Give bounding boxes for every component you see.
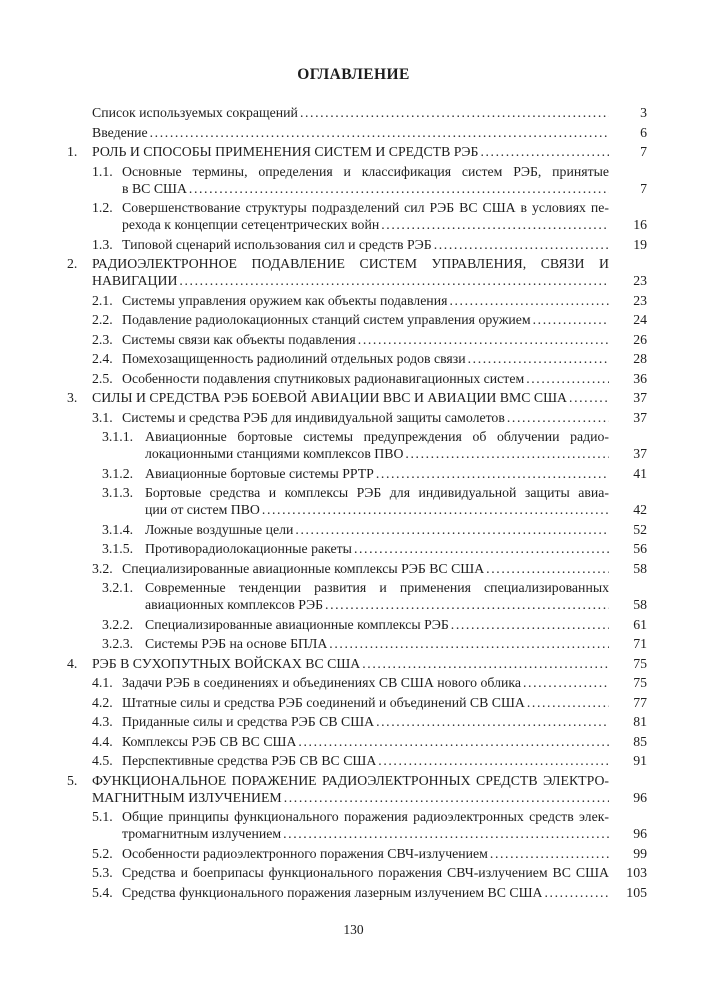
toc-entry-text: Авиационные бортовые системы предупреждения об облучении радио- <box>145 429 609 444</box>
toc-entry-page: 91 <box>633 753 647 768</box>
toc-entry-last-line <box>122 311 647 328</box>
toc-entry <box>92 409 647 426</box>
footer-page-number: 130 <box>343 922 364 937</box>
dot-leader <box>405 445 609 462</box>
dot-leader <box>150 124 609 141</box>
dot-leader <box>358 331 609 348</box>
toc-entry-last-line <box>122 216 647 233</box>
toc-entry <box>67 389 647 406</box>
toc-entry-number: 2.4. <box>92 351 113 366</box>
toc-entry <box>92 752 647 769</box>
toc-entry-text: ции от систем ПВО <box>145 502 260 517</box>
dot-leader <box>527 694 609 711</box>
toc-entry-body <box>145 521 647 538</box>
toc-entry-number: 3.1.4. <box>102 521 134 537</box>
toc-entry-text: Комплексы РЭБ СВ ВС США <box>122 733 297 749</box>
toc-entry <box>92 350 647 367</box>
dot-leader <box>262 501 609 518</box>
toc-entry <box>102 465 647 482</box>
toc-entry-text: Штатные силы и средства РЭБ соединений и объединений СВ США <box>122 694 525 710</box>
toc-entry-page: 37 <box>633 390 647 405</box>
toc-entry-text: РАДИОЭЛЕКТРОННОЕ ПОДАВЛЕНИЕ СИСТЕМ УПРАВЛЕНИЯ, СВЯЗИ И <box>92 256 609 271</box>
toc-entry <box>92 370 647 387</box>
toc-entry-page: 58 <box>633 560 647 576</box>
toc-entry-last-line <box>92 655 647 672</box>
toc-entry-page: 37 <box>633 446 647 461</box>
toc-entry-last-line <box>122 292 647 309</box>
toc-entry-number: 5.1. <box>92 809 113 824</box>
toc-entry-last-line <box>145 540 647 557</box>
toc-entry-page: 28 <box>633 351 647 366</box>
toc-entry-body <box>145 428 647 462</box>
toc-entry-text: Системы связи как объекты подавления <box>122 331 356 347</box>
toc-entry-text: Основные термины, определения и классификация систем РЭБ, принятые <box>122 163 609 179</box>
dot-leader <box>376 465 609 482</box>
toc-entry-text: Системы РЭБ на основе БПЛА <box>145 636 328 651</box>
dot-leader <box>381 216 609 233</box>
dot-leader <box>189 180 609 197</box>
toc-entry <box>67 655 647 672</box>
toc-entry-page: 85 <box>633 733 647 749</box>
dot-leader <box>376 713 609 730</box>
toc-entry-body <box>122 694 647 711</box>
toc-entry-text: Введение <box>92 124 148 140</box>
toc-entry-page: 105 <box>626 884 647 900</box>
dot-leader <box>362 655 609 672</box>
toc-entry-page: 96 <box>633 789 647 805</box>
toc-entry-page: 61 <box>633 616 647 632</box>
toc-entry-number: 3.2.3. <box>102 636 134 651</box>
toc-entry-number: 3.1. <box>92 409 113 425</box>
toc-entry-body <box>92 655 647 672</box>
toc-entry-page: 7 <box>640 180 647 196</box>
dot-leader <box>434 236 609 253</box>
toc-entry <box>92 199 647 233</box>
toc-entry-body <box>122 560 647 577</box>
toc-entry-body <box>92 389 647 406</box>
toc-entry-number: 1.2. <box>92 200 113 215</box>
toc-entry-number: 2. <box>67 256 78 271</box>
toc-list <box>0 104 707 901</box>
toc-entry <box>102 616 647 633</box>
toc-entry-last-line <box>122 350 647 367</box>
dot-leader <box>295 521 609 538</box>
dot-leader <box>468 350 609 367</box>
toc-entry-last-line <box>122 733 647 750</box>
dot-leader <box>179 272 609 289</box>
toc-entry-number: 2.3. <box>92 331 113 347</box>
toc-entry-text: Общие принципы функционального поражения радиоэлектронных средств элек- <box>122 809 609 824</box>
toc-entry-page: 56 <box>633 541 647 556</box>
toc-entry-body <box>122 713 647 730</box>
toc-entry-number: 3.2.1. <box>102 580 134 595</box>
toc-entry <box>92 292 647 309</box>
toc-entry-text: Системы управления оружием как объекты подавления <box>122 292 448 308</box>
toc-entry-text: МАГНИТНЫМ ИЗЛУЧЕНИЕМ <box>92 789 282 805</box>
toc-entry-last-line <box>122 180 647 197</box>
toc-entry-number: 1.1. <box>92 163 113 179</box>
toc-entry-last-line <box>122 236 647 253</box>
toc-entry-body <box>122 350 647 367</box>
toc-entry-last-line <box>145 635 647 652</box>
toc-entry-last-line <box>145 521 647 538</box>
toc-entry-body <box>122 864 647 881</box>
toc-entry-last-line <box>122 864 647 881</box>
toc-entry-number: 3.1.2. <box>102 465 134 481</box>
toc-entry-text: Системы и средства РЭБ для индивидуальной защиты самолетов <box>122 409 505 425</box>
toc-entry-page: 75 <box>633 655 647 671</box>
toc-entry-page: 81 <box>633 714 647 729</box>
toc-entry-text: Средства и боеприпасы функционального поражения СВЧ-излучением ВС США <box>122 865 609 880</box>
toc-entry-body <box>122 409 647 426</box>
toc-entry-body <box>92 143 647 160</box>
toc-entry-text: Противорадиолокационные ракеты <box>145 541 352 556</box>
dot-leader <box>354 540 609 557</box>
toc-entry-last-line <box>145 445 647 462</box>
toc-entry-page: 16 <box>633 217 647 232</box>
dot-leader <box>284 789 609 806</box>
toc-entry-text: СИЛЫ И СРЕДСТВА РЭБ БОЕВОЙ АВИАЦИИ ВВС И АВИАЦИИ ВМС США <box>92 390 568 405</box>
toc-entry-body <box>122 292 647 309</box>
toc-entry-text: Специализированные авиационные комплексы РЭБ <box>145 616 449 632</box>
toc-entry-text: Бортовые средства и комплексы РЭБ для индивидуальной защиты авиа- <box>145 485 609 500</box>
toc-entry-page: 96 <box>633 826 647 841</box>
toc-entry-body <box>122 331 647 348</box>
dot-leader <box>480 143 609 160</box>
toc-entry-text: Список используемых сокращений <box>92 105 298 120</box>
toc-entry-last-line <box>145 596 647 613</box>
toc-entry-text: Современные тенденции развития и применения специализированных <box>145 580 609 595</box>
dot-leader <box>325 596 609 613</box>
dot-leader <box>449 292 609 309</box>
toc-entry-page: 37 <box>633 409 647 425</box>
toc-entry-text: Подавление радиолокационных станций систем управления оружием <box>122 312 531 327</box>
toc-entry-page: 23 <box>633 273 647 288</box>
toc-entry-number: 2.2. <box>92 312 113 327</box>
toc-entry-text: Типовой сценарий использования сил и средств РЭБ <box>122 236 432 252</box>
toc-entry-page: 58 <box>633 597 647 612</box>
toc-entry <box>92 713 647 730</box>
toc-entry-number: 4. <box>67 655 78 671</box>
toc-entry-page: 3 <box>640 105 647 120</box>
toc-entry-last-line <box>122 370 647 387</box>
toc-entry-last-line <box>122 845 647 862</box>
dot-leader <box>451 616 609 633</box>
toc-entry-number: 4.3. <box>92 714 113 729</box>
toc-entry-number: 5. <box>67 772 78 788</box>
toc-entry-body <box>145 635 647 652</box>
toc-entry <box>67 255 647 289</box>
toc-entry <box>92 124 647 141</box>
dot-leader <box>507 409 609 426</box>
toc-entry-text: в ВС США <box>122 180 187 196</box>
toc-entry <box>67 772 647 806</box>
dot-leader <box>378 752 609 769</box>
toc-entry-page: 77 <box>633 694 647 710</box>
toc-entry-text: РЭБ В СУХОПУТНЫХ ВОЙСКАХ ВС США <box>92 655 361 671</box>
toc-entry-page: 19 <box>633 236 647 252</box>
toc-entry-body <box>145 540 647 557</box>
toc-entry-body <box>122 808 647 842</box>
toc-entry <box>67 143 647 160</box>
toc-entry-body <box>122 845 647 862</box>
toc-entry-text: Перспективные средства РЭБ СВ ВС США <box>122 753 377 768</box>
toc-entry-body <box>92 124 647 141</box>
toc-entry <box>92 884 647 901</box>
toc-entry-number: 2.5. <box>92 370 113 386</box>
toc-entry-body <box>145 484 647 518</box>
toc-entry-body <box>92 772 647 806</box>
toc-entry-number: 3.1.1. <box>102 429 134 444</box>
toc-entry-last-line <box>145 465 647 482</box>
toc-entry-body <box>122 884 647 901</box>
toc-entry-body <box>122 236 647 253</box>
toc-entry-text: Авиационные бортовые системы РРТР <box>145 465 374 481</box>
toc-entry-last-line <box>122 560 647 577</box>
dot-leader <box>569 389 609 406</box>
toc-entry-body <box>122 163 647 197</box>
toc-entry <box>92 733 647 750</box>
dot-leader <box>486 560 609 577</box>
toc-entry-number: 4.5. <box>92 753 113 768</box>
dot-leader <box>300 104 609 121</box>
toc-entry-number: 3.2. <box>92 560 113 576</box>
toc-entry-text: тромагнитным излучением <box>122 826 282 841</box>
dot-leader <box>298 733 609 750</box>
toc-entry-last-line <box>92 389 647 406</box>
toc-entry-text: авиационных комплексов РЭБ <box>145 597 324 612</box>
dot-leader <box>523 674 609 691</box>
toc-entry-text: РОЛЬ И СПОСОБЫ ПРИМЕНЕНИЯ СИСТЕМ И СРЕДСТВ РЭБ <box>92 144 479 159</box>
toc-entry-text: Особенности подавления спутниковых радионавигационных систем <box>122 370 525 386</box>
toc-entry-last-line <box>122 752 647 769</box>
toc-entry-number: 4.2. <box>92 694 113 710</box>
toc-entry <box>92 163 647 197</box>
toc-entry-text: рехода к концепции сетецентрических войн <box>122 217 380 232</box>
toc-entry <box>92 845 647 862</box>
toc-entry-page: 26 <box>633 331 647 347</box>
toc-entry-number: 2.1. <box>92 292 113 308</box>
toc-entry-last-line <box>92 143 647 160</box>
toc-entry-page: 6 <box>640 124 647 140</box>
toc-entry-number: 3.1.5. <box>102 541 134 556</box>
dot-leader <box>329 635 609 652</box>
toc-entry-last-line <box>122 409 647 426</box>
toc-entry-last-line <box>122 674 647 691</box>
toc-entry-number: 4.4. <box>92 733 113 749</box>
toc-entry-last-line <box>122 713 647 730</box>
toc-entry-number: 4.1. <box>92 675 113 690</box>
toc-entry-last-line <box>92 104 647 121</box>
toc-entry <box>92 674 647 691</box>
toc-entry-last-line <box>122 825 647 842</box>
toc-entry-text: ФУНКЦИОНАЛЬНОЕ ПОРАЖЕНИЕ РАДИОЭЛЕКТРОННЫХ СРЕДСТВ ЭЛЕКТРО- <box>92 772 609 788</box>
toc-entry-text: Помехозащищенность радиолиний отдельных родов связи <box>122 351 466 366</box>
toc-entry-last-line <box>92 124 647 141</box>
toc-entry <box>92 864 647 881</box>
toc-entry-text: Специализированные авиационные комплексы РЭБ ВС США <box>122 560 485 576</box>
toc-entry-number: 3.2.2. <box>102 616 134 632</box>
toc-entry-body <box>145 579 647 613</box>
toc-entry <box>92 560 647 577</box>
toc-entry-last-line <box>122 331 647 348</box>
toc-entry-number: 5.2. <box>92 845 113 861</box>
toc-entry-body <box>122 370 647 387</box>
toc-entry-page: 75 <box>633 675 647 690</box>
toc-entry-text: Приданные силы и средства РЭБ СВ США <box>122 714 375 729</box>
toc-entry-number: 1.3. <box>92 236 113 252</box>
toc-entry-body <box>122 199 647 233</box>
toc-entry-last-line <box>122 694 647 711</box>
toc-entry-text: Задачи РЭБ в соединениях и объединениях СВ США нового облика <box>122 675 521 690</box>
toc-entry-last-line <box>122 884 647 901</box>
toc-entry <box>102 579 647 613</box>
toc-entry-text: НАВИГАЦИИ <box>92 273 178 288</box>
toc-entry-page: 42 <box>633 502 647 517</box>
toc-entry-number: 5.4. <box>92 884 113 900</box>
toc-entry-text: Совершенствование структуры подразделений сил РЭБ ВС США в условиях пе- <box>122 200 609 215</box>
toc-entry-text: Ложные воздушные цели <box>145 521 294 537</box>
toc-entry-text: Средства функционального поражения лазерным излучением ВС США <box>122 884 543 900</box>
toc-entry <box>92 104 647 121</box>
toc-entry-body <box>122 311 647 328</box>
toc-entry-page: 24 <box>633 312 647 327</box>
toc-entry <box>102 635 647 652</box>
toc-entry-page: 41 <box>633 465 647 481</box>
toc-entry-last-line <box>145 616 647 633</box>
toc-entry-body <box>122 733 647 750</box>
toc-entry <box>92 236 647 253</box>
toc-entry-last-line <box>145 501 647 518</box>
toc-entry <box>92 311 647 328</box>
toc-entry <box>102 540 647 557</box>
toc-entry-page: 52 <box>633 521 647 537</box>
toc-entry-page: 36 <box>633 370 647 386</box>
toc-entry-body <box>92 255 647 289</box>
toc-entry-page: 23 <box>633 292 647 308</box>
dot-leader <box>526 370 609 387</box>
toc-entry <box>102 428 647 462</box>
toc-entry-last-line <box>92 272 647 289</box>
toc-entry-body <box>145 616 647 633</box>
toc-entry-page: 99 <box>633 845 647 861</box>
dot-leader <box>490 845 609 862</box>
toc-entry-body <box>92 104 647 121</box>
dot-leader <box>544 884 609 901</box>
toc-entry-body <box>145 465 647 482</box>
toc-entry <box>102 521 647 538</box>
toc-entry <box>92 331 647 348</box>
toc-entry-body <box>122 752 647 769</box>
dot-leader <box>283 825 609 842</box>
toc-entry-last-line <box>92 789 647 806</box>
toc-entry-page: 71 <box>633 636 647 651</box>
toc-entry-page: 7 <box>640 144 647 159</box>
toc-entry-body <box>122 674 647 691</box>
toc-entry <box>92 694 647 711</box>
page-title: ОГЛАВЛЕНИЕ <box>297 66 410 83</box>
dot-leader <box>533 311 609 328</box>
toc-entry <box>102 484 647 518</box>
toc-entry-number: 1. <box>67 144 78 159</box>
toc-entry-page: 103 <box>626 865 647 880</box>
toc-entry-number: 5.3. <box>92 865 113 880</box>
toc-entry-number: 3. <box>67 390 78 405</box>
toc-entry <box>92 808 647 842</box>
toc-entry-number: 3.1.3. <box>102 485 134 500</box>
toc-entry-text: Особенности радиоэлектронного поражения СВЧ-излучением <box>122 845 488 861</box>
toc-entry-text: локационными станциями комплексов ПВО <box>145 446 404 461</box>
